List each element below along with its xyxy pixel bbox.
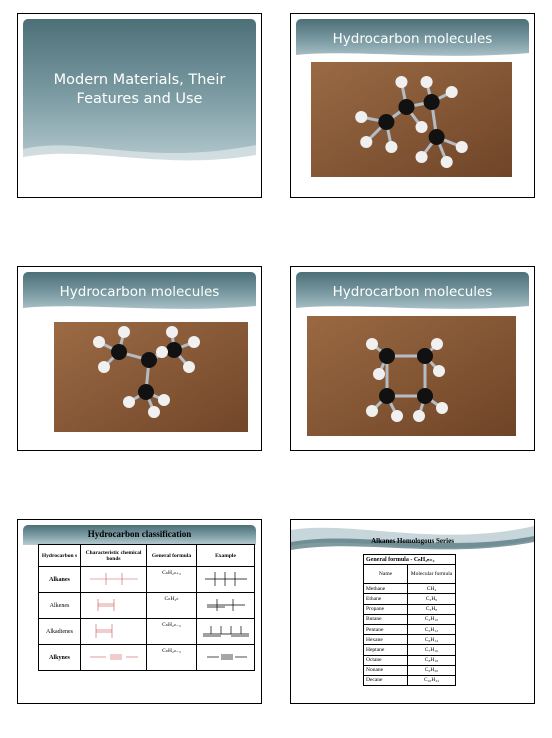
table-header-row: [39, 545, 255, 567]
table-row: [39, 619, 255, 645]
wave-decoration: [23, 300, 256, 314]
column-header: Example: [197, 545, 255, 567]
alkane-name: Nonane: [364, 665, 408, 675]
molecule-photo: [54, 322, 248, 432]
molecular-formula: C₅H₁₂: [408, 624, 456, 634]
general-formula: CₙH₂ₙ₊₂: [147, 567, 197, 593]
example-structure: [197, 593, 255, 619]
title-band: [296, 272, 529, 314]
alkane-name: Methane: [364, 584, 408, 594]
column-header: Characteristic chemical bonds: [81, 545, 147, 567]
table-row: [364, 614, 456, 624]
slide-thumbnail-1[interactable]: [17, 13, 262, 198]
general-formula: CₙH₂ₙ₋₂: [147, 645, 197, 671]
alkane-name: Decane: [364, 675, 408, 685]
hydrocarbon-name: Alkadienes: [39, 619, 81, 645]
wave-decoration: [296, 47, 529, 61]
title-band: [23, 19, 256, 167]
bond-diagram: [81, 593, 147, 619]
alkane-name: Heptane: [364, 645, 408, 655]
title-band: [296, 19, 529, 61]
table-row: [364, 594, 456, 604]
slide-title: Hydrocarbon molecules: [332, 31, 493, 47]
slide-title: Hydrocarbon molecules: [332, 284, 493, 300]
bond-diagram: [81, 645, 147, 671]
column-header: General formula: [147, 545, 197, 567]
slide-thumbnail-6[interactable]: [290, 519, 535, 704]
table-row: [364, 584, 456, 594]
molecular-formula: C₉H₂₀: [408, 665, 456, 675]
hydrocarbon-name: Alkanes: [39, 567, 81, 593]
example-structure: [197, 645, 255, 671]
table-row: [364, 645, 456, 655]
molecular-formula: C₈H₁₈: [408, 655, 456, 665]
classification-table: [38, 544, 255, 671]
general-formula: CₙH₂ₙ₋₂: [147, 619, 197, 645]
slide-thumbnail-4[interactable]: [290, 266, 535, 451]
table-row: [364, 624, 456, 634]
example-structure: [197, 567, 255, 593]
molecular-formula: C₁₀H₂₂: [408, 675, 456, 685]
wave-decoration: [296, 300, 529, 314]
table-row: [364, 635, 456, 645]
molecular-formula: C₇H₁₆: [408, 645, 456, 655]
general-formula-header: General formula - CₙH₂ₙ₊₂: [364, 555, 456, 565]
molecular-formula: C₂H₆: [408, 594, 456, 604]
slide-title: Modern Materials, Their Features and Use: [53, 72, 226, 107]
slide-thumbnail-2[interactable]: [290, 13, 535, 198]
table-row: [364, 655, 456, 665]
alkane-name: Hexane: [364, 635, 408, 645]
title-band: [23, 272, 256, 314]
alkane-name: Ethane: [364, 594, 408, 604]
alkane-name: Butane: [364, 614, 408, 624]
molecular-formula: CH₄: [408, 584, 456, 594]
hydrocarbon-name: Alkenes: [39, 593, 81, 619]
column-header: Hydrocarbon s: [39, 545, 81, 567]
slide-title: Hydrocarbon classification: [87, 529, 192, 539]
slide-thumbnail-3[interactable]: [17, 266, 262, 451]
column-header: Name: [364, 565, 408, 584]
column-header: Molecular formula: [408, 565, 456, 584]
table-row: [364, 665, 456, 675]
table-row: [39, 567, 255, 593]
example-structure: [197, 619, 255, 645]
general-formula: CₙH₂ₙ: [147, 593, 197, 619]
bond-diagram: [81, 619, 147, 645]
molecular-formula: C₄H₁₀: [408, 614, 456, 624]
wave-decoration: [23, 127, 256, 167]
homologous-series-table: [363, 554, 456, 686]
molecular-formula: C₆H₁₄: [408, 635, 456, 645]
slide-title: Alkanes Homologous Series: [371, 537, 454, 545]
table-row: [364, 604, 456, 614]
alkane-name: Pentane: [364, 624, 408, 634]
table-row: [364, 675, 456, 685]
alkane-name: Propane: [364, 604, 408, 614]
bond-diagram: [81, 567, 147, 593]
slide-title: Hydrocarbon molecules: [59, 284, 220, 300]
hydrocarbon-name: Alkynes: [39, 645, 81, 671]
molecule-photo: [307, 316, 516, 436]
molecular-formula: C₃H₈: [408, 604, 456, 614]
slide-thumbnail-5[interactable]: [17, 519, 262, 704]
table-row: [39, 645, 255, 671]
alkane-name: Octane: [364, 655, 408, 665]
title-band: [23, 525, 256, 545]
table-row: [39, 593, 255, 619]
molecule-photo: [311, 62, 512, 177]
